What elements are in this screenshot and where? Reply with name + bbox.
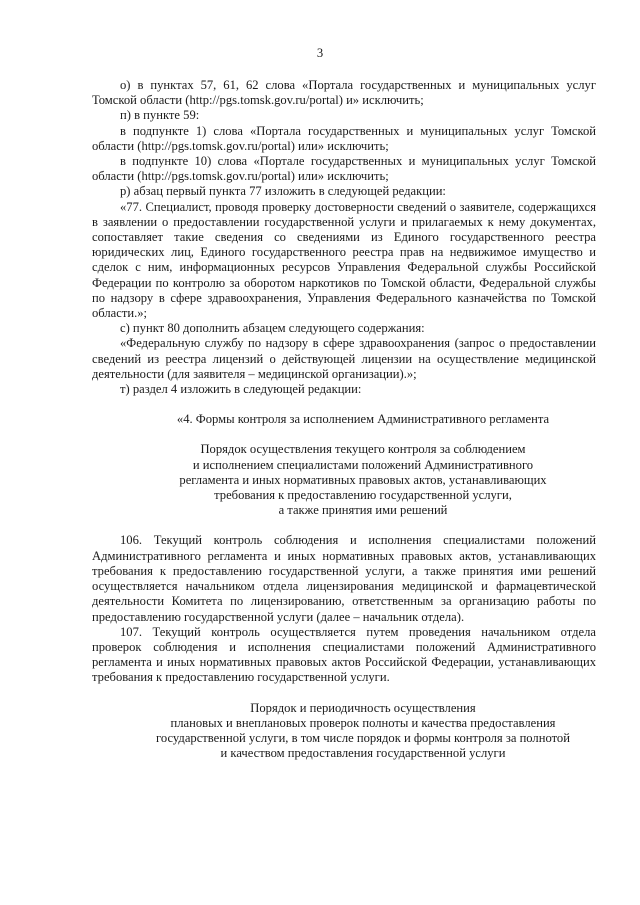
subheading-line: требования к предоставлению государственной услуги, <box>214 488 512 503</box>
subheading-line: а также принятия ими решений <box>278 503 448 518</box>
paragraph-r: р) абзац первый пункта 77 изложить в следующей редакции: <box>120 184 446 199</box>
paragraph-o: о) в пунктах 57, 61, 62 слова «Портала государственных и муниципальных услуг Томской области (http://pgs.tomsk.gov.ru/portal) и» исключить; <box>92 78 596 108</box>
paragraph-s-quote: «Федеральную службу по надзору в сфере здравоохранения (запрос о предоставлении сведений из реестра лицензий о действующей лицензии на осуществление медицинской деятельности (для заявителя – медицинской организации).»; <box>92 336 596 381</box>
paragraph-t: т) раздел 4 изложить в следующей редакции: <box>120 382 362 397</box>
paragraph-107: 107. Текущий контроль осуществляется путем проведения начальником отдела проверок соблюдения и исполнения специалистами положений Административного регламента и иных нормативных правовых актов Российской Федерации, устанавливающих требования к предоставлению государственной услуги. <box>92 624 596 685</box>
paragraph-p-sub10: в подпункте 10) слова «Портале государственных и муниципальных услуг Томской области (http://pgs.tomsk.gov.ru/portal) или» исключить; <box>92 154 596 184</box>
subheading-current-control <box>92 442 596 518</box>
paragraph-p-sub1: в подпункте 1) слова «Портала государственных и муниципальных услуг Томской области (http://pgs.tomsk.gov.ru/portal) или» исключить; <box>92 123 596 153</box>
subheading-line: плановых и внеплановых проверок полноты и качества предоставления <box>170 715 556 730</box>
page-number: 3 <box>316 46 324 60</box>
paragraph-p: п) в пункте 59: <box>120 108 200 123</box>
paragraph-106: 106. Текущий контроль соблюдения и исполнения специалистами положений Административного регламента и иных нормативных правовых актов, устанавливающих требования к предоставлению государственной услуги, а также принятия ими решений осуществляется начальником отдела лицензирования медицинской и фармацевтической деятельности Комитета по лицензированию, ответственным за организацию работы по предоставлению государственной услуги (далее – начальник отдела). <box>92 533 596 624</box>
subheading-line: и качеством предоставления государственной услуги <box>220 746 506 761</box>
subheading-line: регламента и иных нормативных правовых актов, устанавливающих <box>179 472 547 487</box>
paragraph-s: с) пункт 80 дополнить абзацем следующего содержания: <box>120 321 425 336</box>
paragraph-77: «77. Специалист, проводя проверку достоверности сведений о заявителе, содержащихся в заявлении о предоставлении государственной услуги и прилагаемых к нему документах, сопоставляет такие сведения со сведениями из Единого государственного реестра юридических лиц, Единого государственного реестра прав на недвижимое имущество и сделок с ним, информационных ресурсов Управления Федеральной службы Российской Федерации по контролю за оборотом наркотиков по Томской области, Федеральной службы по надзору в сфере здравоохранения, Управления Федерального казначейства по Томской области.»; <box>92 199 596 321</box>
subheading-line: Порядок осуществления текущего контроля за соблюдением <box>200 442 526 457</box>
subheading-line: государственной услуги, в том числе порядок и формы контроля за полнотой <box>156 730 570 745</box>
section-title: «4. Формы контроля за исполнением Административного регламента <box>176 412 550 427</box>
subheading-line: и исполнением специалистами положений Административного <box>192 457 534 472</box>
subheading-inspections <box>92 701 596 762</box>
document-body <box>92 78 596 761</box>
subheading-line: Порядок и периодичность осуществления <box>250 700 476 715</box>
